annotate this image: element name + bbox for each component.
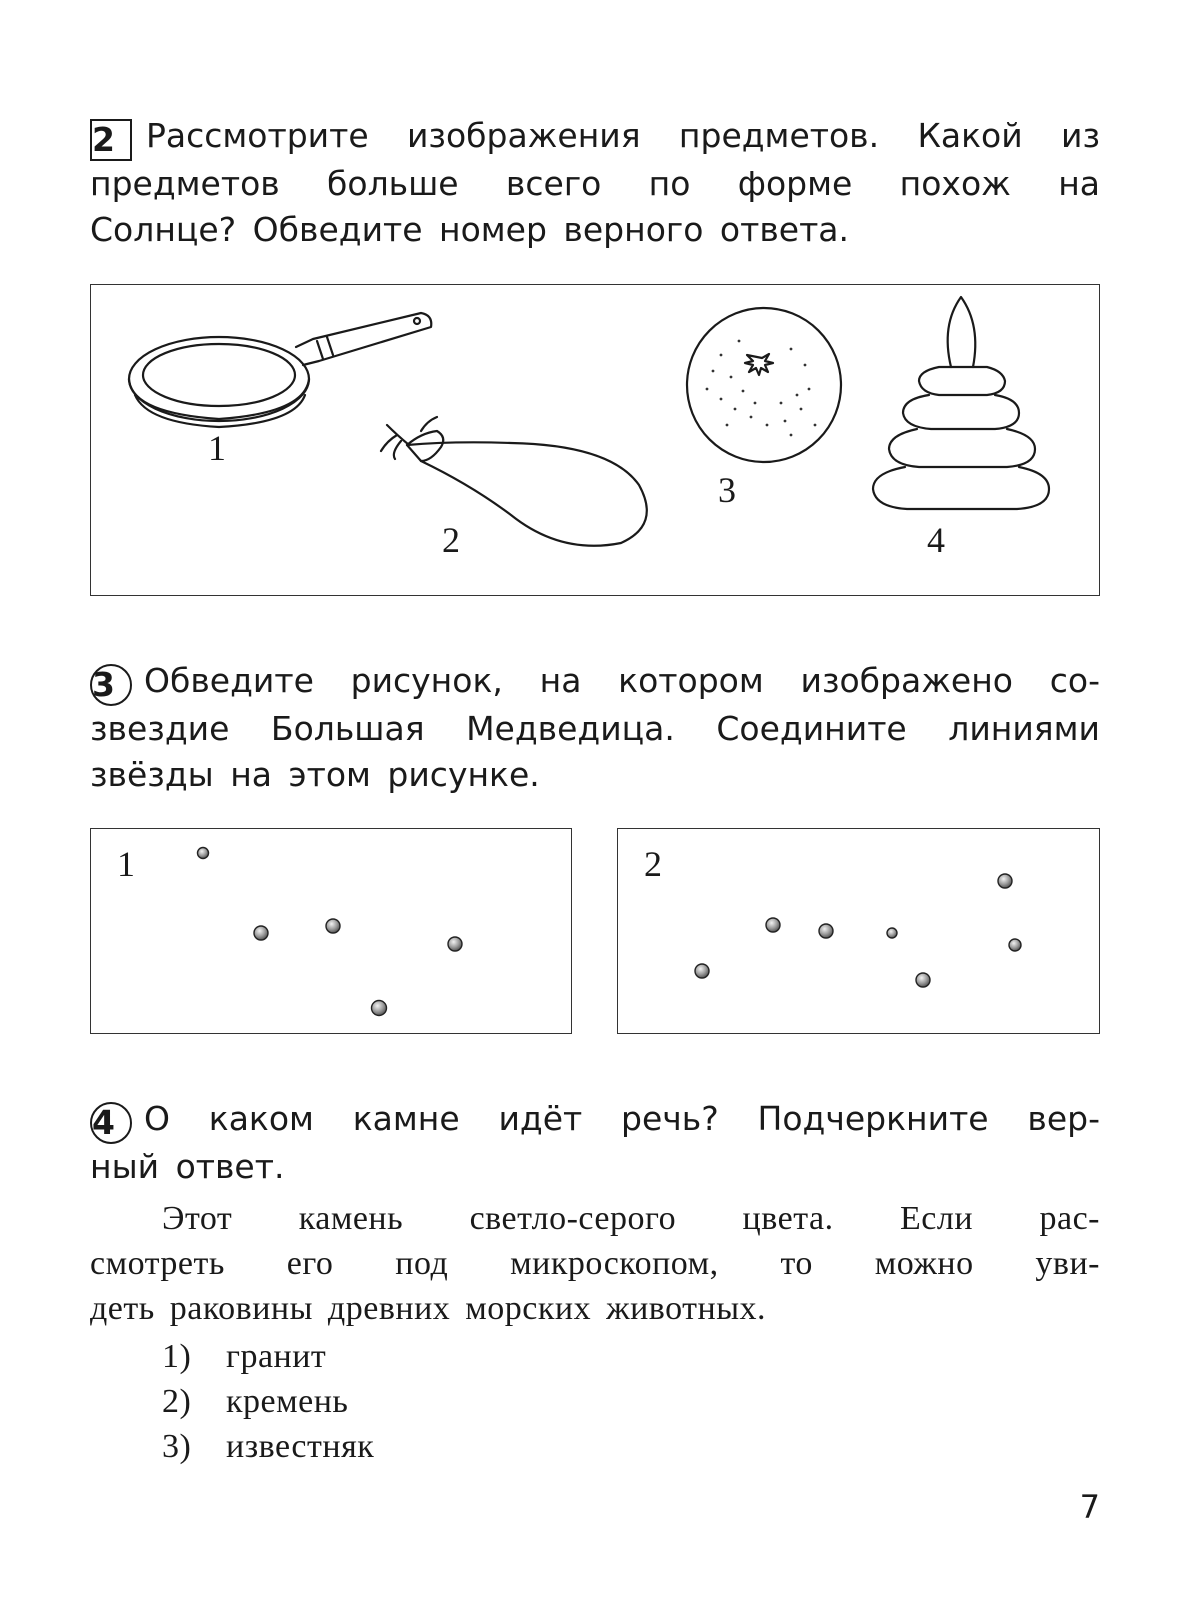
passage-line-2: смотреть его под микроскопом, то можно уви- — [90, 1245, 1100, 1282]
task-2-line-3: Солнце? Обведите номер верного ответа. — [90, 210, 850, 249]
star — [766, 918, 780, 932]
passage-line-1: Этот камень светло-серого цвета. Если рас- — [162, 1200, 1100, 1237]
star — [695, 964, 709, 978]
answer-option-1[interactable]: 1) гранит — [162, 1338, 327, 1375]
orange-drawing — [687, 308, 841, 462]
task-4-line-2: ный ответ. — [90, 1147, 285, 1186]
task-2-picture-frame — [90, 284, 1100, 596]
task-4-passage — [90, 1196, 1100, 1331]
answer-option-3[interactable]: 3) известняк — [162, 1428, 375, 1465]
pyramid-toy-drawing — [873, 297, 1049, 509]
task-2-label-2: 2 — [442, 520, 460, 560]
answer-option-2[interactable]: 2) кремень — [162, 1383, 349, 1420]
constellation-frame-2[interactable] — [617, 828, 1100, 1034]
task-2-drawings — [91, 285, 1101, 597]
task-3-line-2: звездие Большая Медведица. Соедините линиями — [90, 709, 1100, 748]
task-4-line-1: О каком камне идёт речь? Подчеркните вер- — [144, 1099, 1100, 1138]
constellation-1-label: 1 — [117, 844, 135, 884]
passage-line-3: деть раковины древних морских животных. — [90, 1290, 767, 1327]
constellation-frame-1[interactable] — [90, 828, 572, 1034]
star — [998, 874, 1012, 888]
page-number: 7 — [1079, 1488, 1100, 1526]
task-4-question — [90, 1096, 1100, 1190]
star — [1009, 939, 1021, 951]
orange-speckles — [706, 340, 817, 437]
frying-pan-drawing — [129, 313, 431, 427]
star — [448, 937, 462, 951]
task-2-line-1: Рассмотрите изображения предметов. Какой из — [146, 116, 1100, 155]
task-2-number: 2 — [90, 119, 132, 161]
answer-options — [162, 1334, 374, 1469]
star — [372, 1001, 387, 1016]
star — [916, 973, 930, 987]
constellation-2-label: 2 — [644, 844, 662, 884]
star — [254, 926, 268, 940]
task-2-line-2: предметов больше всего по форме похож на — [90, 164, 1100, 203]
eggplant-drawing — [381, 417, 647, 546]
star — [887, 928, 897, 938]
task-3-line-1: Обведите рисунок, на котором изображено со- — [144, 661, 1100, 700]
task-3-number: 3 — [90, 664, 132, 706]
task-2-label-3: 3 — [718, 470, 736, 510]
star — [326, 919, 340, 933]
task-2-label-4: 4 — [927, 520, 945, 560]
constellation-2-stars — [618, 829, 1101, 1035]
star — [819, 924, 833, 938]
constellation-1-stars — [91, 829, 573, 1035]
task-4-number: 4 — [90, 1102, 132, 1144]
task-2-label-1: 1 — [208, 428, 226, 468]
task-3-question — [90, 658, 1100, 798]
star — [198, 848, 209, 859]
task-2-question — [90, 113, 1100, 253]
task-3-line-3: звёзды на этом рисунке. — [90, 755, 540, 794]
